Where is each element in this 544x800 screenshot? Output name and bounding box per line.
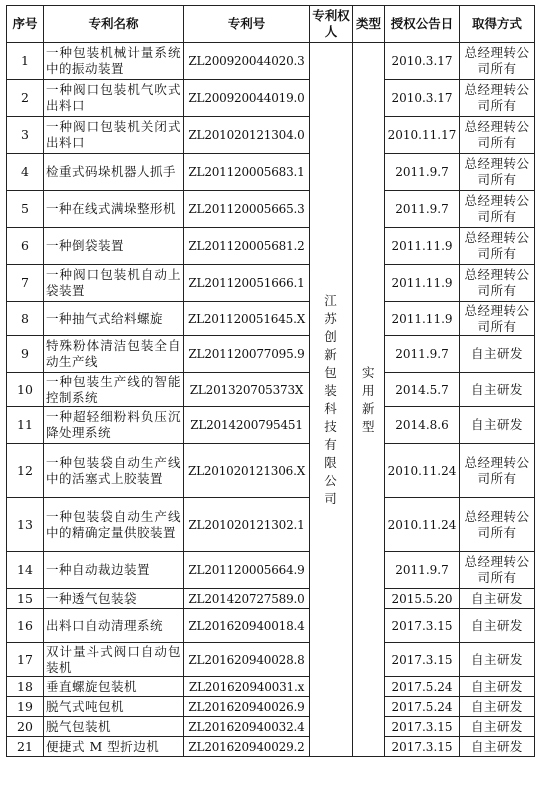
patent-number: ZL200920044020.3 — [184, 43, 310, 80]
row-number: 20 — [7, 717, 44, 737]
patent-name: 垂直螺旋包装机 — [44, 677, 184, 697]
patent-type: 实用新型 — [361, 364, 376, 434]
grant-date: 2011.9.7 — [385, 154, 460, 191]
patent-number: ZL201020121304.0 — [184, 117, 310, 154]
header-number: 专利号 — [184, 6, 310, 43]
grant-date: 2010.3.17 — [385, 43, 460, 80]
acquisition-method: 总经理转公司所有 — [460, 117, 535, 154]
patent-type-cell — [353, 43, 385, 757]
patent-name: 一种包装袋自动生产线中的活塞式上胶装置 — [44, 444, 184, 498]
patent-number: ZL201620940028.8 — [184, 643, 310, 677]
patent-name: 一种透气包装袋 — [44, 589, 184, 609]
table-row — [7, 444, 535, 498]
table-row — [7, 407, 535, 444]
grant-date: 2017.5.24 — [385, 697, 460, 717]
row-number: 16 — [7, 609, 44, 643]
patent-name: 一种超轻细粉料负压沉降处理系统 — [44, 407, 184, 444]
row-number: 15 — [7, 589, 44, 609]
patent-name: 双计量斗式阀口自动包装机 — [44, 643, 184, 677]
patent-name: 脱气式吨包机 — [44, 697, 184, 717]
patent-number: ZL201120051666.1 — [184, 265, 310, 302]
patent-holder: 江苏创新包装科技有限公司 — [324, 292, 338, 506]
table-row — [7, 191, 535, 228]
grant-date: 2010.11.24 — [385, 444, 460, 498]
row-number: 3 — [7, 117, 44, 154]
patent-number: ZL201620940029.2 — [184, 737, 310, 757]
acquisition-method: 总经理转公司所有 — [460, 498, 535, 552]
patent-number: ZL2014200795451 — [184, 407, 310, 444]
grant-date: 2011.11.9 — [385, 228, 460, 265]
header-row — [7, 6, 535, 43]
acquisition-method: 自主研发 — [460, 677, 535, 697]
row-number: 7 — [7, 265, 44, 302]
acquisition-method: 总经理转公司所有 — [460, 444, 535, 498]
patent-name: 脱气包装机 — [44, 717, 184, 737]
patent-number: ZL201420727589.0 — [184, 589, 310, 609]
patent-name: 一种包装生产线的智能控制系统 — [44, 373, 184, 407]
table-row — [7, 373, 535, 407]
patent-name: 一种倒袋装置 — [44, 228, 184, 265]
patent-number: ZL201120005664.9 — [184, 552, 310, 589]
row-number: 1 — [7, 43, 44, 80]
patent-number: ZL201120077095.9 — [184, 336, 310, 373]
grant-date: 2014.5.7 — [385, 373, 460, 407]
grant-date: 2010.3.17 — [385, 80, 460, 117]
patent-table — [6, 5, 535, 757]
patent-name: 一种在线式满垛整形机 — [44, 191, 184, 228]
header-no: 序号 — [7, 6, 44, 43]
header-holder: 专利权人 — [310, 6, 353, 43]
table-row — [7, 643, 535, 677]
patent-number: ZL201620940018.4 — [184, 609, 310, 643]
table-row — [7, 117, 535, 154]
patent-number: ZL201620940032.4 — [184, 717, 310, 737]
acquisition-method: 总经理转公司所有 — [460, 80, 535, 117]
row-number: 19 — [7, 697, 44, 717]
acquisition-method: 总经理转公司所有 — [460, 302, 535, 336]
grant-date: 2011.11.9 — [385, 302, 460, 336]
table-row — [7, 552, 535, 589]
patent-name: 特殊粉体清洁包装全自动生产线 — [44, 336, 184, 373]
acquisition-method: 自主研发 — [460, 697, 535, 717]
table-row — [7, 80, 535, 117]
row-number: 11 — [7, 407, 44, 444]
acquisition-method: 自主研发 — [460, 643, 535, 677]
row-number: 6 — [7, 228, 44, 265]
acquisition-method: 总经理转公司所有 — [460, 191, 535, 228]
acquisition-method: 总经理转公司所有 — [460, 552, 535, 589]
patent-number: ZL201120005681.2 — [184, 228, 310, 265]
patent-number: ZL201120005683.1 — [184, 154, 310, 191]
row-number: 21 — [7, 737, 44, 757]
table-row — [7, 302, 535, 336]
row-number: 12 — [7, 444, 44, 498]
acquisition-method: 总经理转公司所有 — [460, 228, 535, 265]
patent-number: ZL201620940026.9 — [184, 697, 310, 717]
row-number: 9 — [7, 336, 44, 373]
grant-date: 2017.3.15 — [385, 609, 460, 643]
patent-name: 一种包装机械计量系统中的振动装置 — [44, 43, 184, 80]
patent-name: 检重式码垛机器人抓手 — [44, 154, 184, 191]
table-row — [7, 336, 535, 373]
table-row — [7, 265, 535, 302]
patent-number: ZL201120005665.3 — [184, 191, 310, 228]
header-date: 授权公告日 — [385, 6, 460, 43]
acquisition-method: 自主研发 — [460, 373, 535, 407]
acquisition-method: 自主研发 — [460, 737, 535, 757]
grant-date: 2014.8.6 — [385, 407, 460, 444]
grant-date: 2011.11.9 — [385, 265, 460, 302]
patent-holder-cell — [310, 43, 353, 757]
acquisition-method: 自主研发 — [460, 336, 535, 373]
row-number: 8 — [7, 302, 44, 336]
patent-number: ZL201620940031.x — [184, 677, 310, 697]
acquisition-method: 自主研发 — [460, 407, 535, 444]
patent-name: 一种阀口包装机气吹式出料口 — [44, 80, 184, 117]
grant-date: 2017.5.24 — [385, 677, 460, 697]
grant-date: 2017.3.15 — [385, 737, 460, 757]
patent-name: 一种包装袋自动生产线中的精确定量供胶装置 — [44, 498, 184, 552]
grant-date: 2011.9.7 — [385, 191, 460, 228]
patent-number: ZL201020121306.X — [184, 444, 310, 498]
table-row — [7, 737, 535, 757]
header-type: 类型 — [353, 6, 385, 43]
row-number: 17 — [7, 643, 44, 677]
table-row — [7, 228, 535, 265]
table-row — [7, 43, 535, 80]
grant-date: 2010.11.17 — [385, 117, 460, 154]
acquisition-method: 自主研发 — [460, 589, 535, 609]
table-body — [7, 43, 535, 757]
patent-name: 一种抽气式给料螺旋 — [44, 302, 184, 336]
acquisition-method: 自主研发 — [460, 609, 535, 643]
patent-number: ZL201020121302.1 — [184, 498, 310, 552]
patent-number: ZL201120051645.X — [184, 302, 310, 336]
table-row — [7, 697, 535, 717]
grant-date: 2011.9.7 — [385, 552, 460, 589]
patent-name: 一种阀口包装机自动上袋装置 — [44, 265, 184, 302]
table-row — [7, 609, 535, 643]
row-number: 13 — [7, 498, 44, 552]
patent-name: 一种阀口包装机关闭式出料口 — [44, 117, 184, 154]
table-row — [7, 717, 535, 737]
patent-name: 一种自动裁边装置 — [44, 552, 184, 589]
acquisition-method: 自主研发 — [460, 717, 535, 737]
table-row — [7, 154, 535, 191]
table-row — [7, 677, 535, 697]
patent-name: 出料口自动清理系统 — [44, 609, 184, 643]
row-number: 5 — [7, 191, 44, 228]
row-number: 2 — [7, 80, 44, 117]
grant-date: 2015.5.20 — [385, 589, 460, 609]
acquisition-method: 总经理转公司所有 — [460, 265, 535, 302]
header-name: 专利名称 — [44, 6, 184, 43]
row-number: 10 — [7, 373, 44, 407]
table-row — [7, 589, 535, 609]
grant-date: 2011.9.7 — [385, 336, 460, 373]
acquisition-method: 总经理转公司所有 — [460, 154, 535, 191]
row-number: 4 — [7, 154, 44, 191]
row-number: 14 — [7, 552, 44, 589]
table-row — [7, 498, 535, 552]
patent-number: ZL200920044019.0 — [184, 80, 310, 117]
grant-date: 2017.3.15 — [385, 717, 460, 737]
grant-date: 2017.3.15 — [385, 643, 460, 677]
patent-number: ZL201320705373X — [184, 373, 310, 407]
row-number: 18 — [7, 677, 44, 697]
patent-name: 便捷式 M 型折边机 — [44, 737, 184, 757]
grant-date: 2010.11.24 — [385, 498, 460, 552]
acquisition-method: 总经理转公司所有 — [460, 43, 535, 80]
header-ownership: 取得方式 — [460, 6, 535, 43]
